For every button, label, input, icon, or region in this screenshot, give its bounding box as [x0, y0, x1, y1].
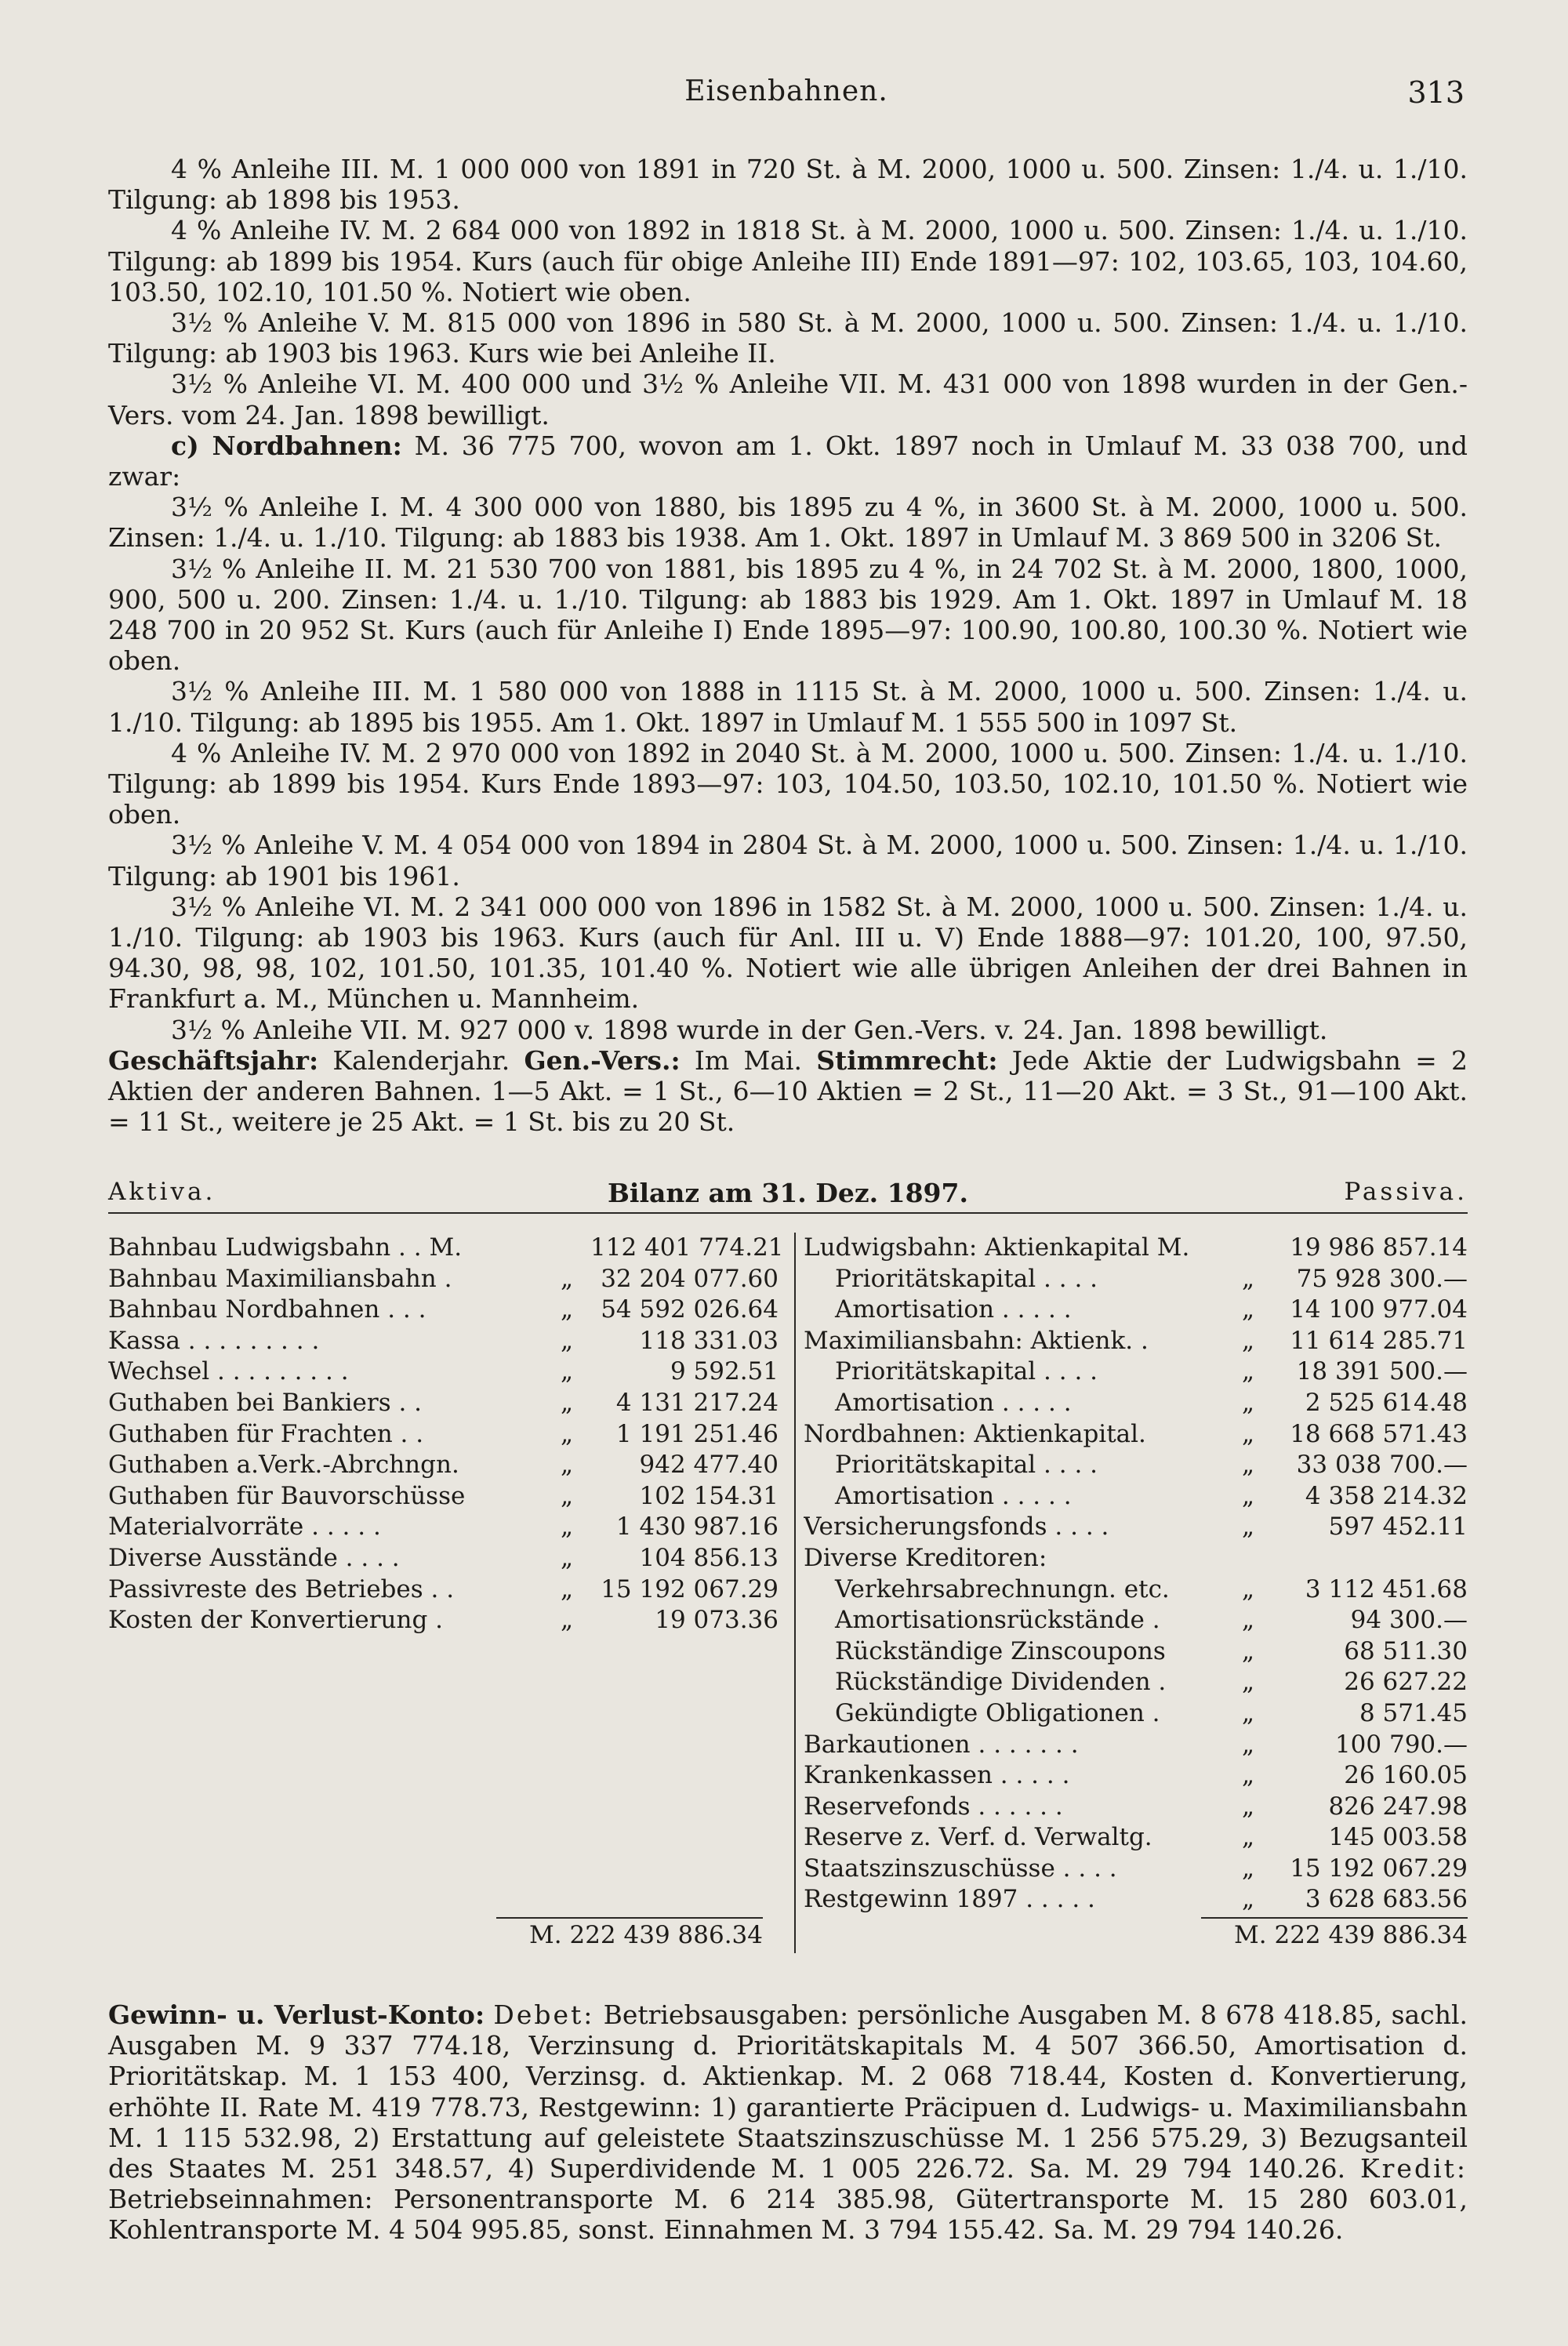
passiva-row-amount: 597 452.11 — [1328, 1513, 1468, 1542]
paragraph-anleihe-vi-vii: 3½ % Anleihe VI. M. 400 000 und 3½ % Anleihe VII. M. 431 000 von 1898 wurden in der Gen.-Vers. vom 24. Jan. 1898 bewilligt. — [108, 369, 1468, 430]
aktiva-row-ditto: „ — [560, 1295, 574, 1324]
passiva-row-amount: 18 391 500.— — [1296, 1357, 1468, 1386]
passiva-row-amount: 15 192 067.29 — [1290, 1854, 1468, 1883]
passiva-rows — [804, 1233, 1468, 1916]
passiva-row-ditto: „ — [1241, 1574, 1255, 1603]
passiva-row — [804, 1667, 1468, 1698]
passiva-row — [804, 1419, 1468, 1451]
passiva-row-amount: 14 100 977.04 — [1290, 1295, 1468, 1324]
passiva-row — [804, 1730, 1468, 1761]
passiva-row — [804, 1854, 1468, 1885]
balance-sheet — [108, 1178, 1468, 1953]
passiva-row-amount: 18 668 571.43 — [1290, 1419, 1468, 1448]
passiva-row-amount — [1272, 1543, 1468, 1574]
nordbahnen-heading: c) Nordbahnen: — [171, 430, 402, 461]
passiva-row-amount: 33 038 700.— — [1296, 1451, 1468, 1480]
passiva-row — [804, 1233, 1468, 1264]
passiva-row — [804, 1698, 1468, 1730]
aktiva-row-amount: 112 401 774.21 — [590, 1233, 784, 1262]
passiva-row — [804, 1636, 1468, 1668]
running-title: Eisenbahnen. — [684, 75, 888, 107]
passiva-row-amount: 3 628 683.56 — [1305, 1885, 1468, 1914]
passiva-row — [804, 1605, 1468, 1636]
aktiva-row-amount: 54 592 026.64 — [601, 1295, 779, 1324]
aktiva-rows — [108, 1233, 784, 1636]
passiva-row-amount: 26 627.22 — [1344, 1668, 1468, 1697]
passiva-row-label: Prioritätskapital . . . . — [835, 1357, 1098, 1386]
aktiva-row-label: Guthaben a.Verk.-Abrchngn. — [108, 1451, 459, 1480]
paragraph-nordbahn-anleihe-vi: 3½ % Anleihe VI. M. 2 341 000 000 von 1896 in 1582 St. à M. 2000, 1000 u. 500. Zinsen: 1./4. u. 1./10. Tilgung: ab 1903 bis 1963. Kurs (auch für Anl. III u. V) Ende 1888—97: 101.20, 100, 97.50, 94.30, 98, 98, 102, 101.50, 101.35, 101.40 %. Notiert wie alle übrigen Anleihen der drei Bahnen in Frankfurt a. M., München u. Mannheim. — [108, 891, 1468, 1015]
paragraph-anleihe-iv: 4 % Anleihe IV. M. 2 684 000 von 1892 in 1818 St. à M. 2000, 1000 u. 500. Zinsen: 1./4. u. 1./10. Tilgung: ab 1899 bis 1954. Kurs (auch für obige Anleihe III) Ende 1891—97: 102, 103.65, 103, 104.60, 103.50, 102.10, 101.50 %. Notiert wie oben. — [108, 215, 1468, 307]
aktiva-row-amount: 1 430 987.16 — [615, 1513, 779, 1542]
passiva-row-ditto: „ — [1241, 1606, 1255, 1635]
passiva-row-amount: 826 247.98 — [1328, 1792, 1468, 1821]
passiva-row — [804, 1326, 1468, 1357]
aktiva-row-ditto: „ — [560, 1543, 574, 1572]
passiva-row — [804, 1543, 1468, 1574]
passiva-row-ditto — [1225, 1233, 1272, 1264]
aktiva-row — [108, 1233, 784, 1264]
passiva-row-label: Barkautionen . . . . . . . — [804, 1730, 1079, 1759]
bond-issues-section — [108, 154, 1468, 1138]
passiva-row-amount: 68 511.30 — [1344, 1636, 1468, 1665]
passiva-row-label: Amortisation . . . . . — [835, 1388, 1072, 1417]
aktiva-row-label: Guthaben für Frachten . . — [108, 1419, 424, 1448]
passiva-row-label: Gekündigte Obligationen . — [835, 1698, 1160, 1727]
passiva-row-ditto: „ — [1241, 1451, 1255, 1480]
aktiva-row — [108, 1512, 779, 1543]
passiva-row-ditto: „ — [1241, 1668, 1255, 1697]
passiva-row-ditto: „ — [1241, 1636, 1255, 1665]
aktiva-row-ditto: „ — [560, 1513, 574, 1542]
passiva-row — [804, 1481, 1468, 1513]
aktiva-row — [108, 1419, 779, 1451]
paragraph-anleihe-iii: 4 % Anleihe III. M. 1 000 000 von 1891 in 720 St. à M. 2000, 1000 u. 500. Zinsen: 1./4. u. 1./10. Tilgung: ab 1898 bis 1953. — [108, 154, 1468, 216]
passiva-row-ditto: „ — [1241, 1885, 1255, 1914]
aktiva-row-label: Guthaben bei Bankiers . . — [108, 1388, 423, 1417]
passiva-row-ditto: „ — [1241, 1326, 1255, 1355]
passiva-column — [796, 1233, 1468, 1953]
guv-heading: Gewinn- u. Verlust-Konto: — [108, 1999, 485, 2030]
aktiva-row-amount: 102 154.31 — [639, 1481, 779, 1510]
aktiva-row-ditto: „ — [560, 1357, 574, 1386]
paragraph-nordbahn-anleihe-iv: 4 % Anleihe IV. M. 2 970 000 von 1892 in 2040 St. à M. 2000, 1000 u. 500. Zinsen: 1./4. u. 1./10. Tilgung: ab 1899 bis 1954. Kurs Ende 1893—97: 103, 104.50, 103.50, 102.10, 101.50 %. Notiert wie oben. — [108, 737, 1468, 830]
passiva-row-amount: 3 112 451.68 — [1305, 1574, 1468, 1603]
passiva-row-label: Reserve z. Verf. d. Verwaltg. — [804, 1823, 1152, 1852]
passiva-row-ditto: „ — [1241, 1698, 1255, 1727]
paragraph-anleihe-v: 3½ % Anleihe V. M. 815 000 von 1896 in 580 St. à M. 2000, 1000 u. 500. Zinsen: 1./4. u. 1./10. Tilgung: ab 1903 bis 1963. Kurs wie bei Anleihe II. — [108, 307, 1468, 369]
passiva-row-label: Staatszinszuschüsse . . . . — [804, 1854, 1117, 1883]
passiva-row-ditto: „ — [1241, 1730, 1255, 1759]
aktiva-row — [108, 1326, 779, 1357]
passiva-row-label: Krankenkassen . . . . . — [804, 1761, 1070, 1790]
paragraph-nordbahn-anleihe-iii: 3½ % Anleihe III. M. 1 580 000 von 1888 in 1115 St. à M. 2000, 1000 u. 500. Zinsen: 1./4. u. 1./10. Tilgung: ab 1895 bis 1955. Am 1. Okt. 1897 in Umlauf M. 1 555 500 in 1097 St. — [108, 676, 1468, 738]
geschaeftsjahr-label: Geschäftsjahr: — [108, 1044, 319, 1076]
aktiva-row-amount: 4 131 217.24 — [615, 1388, 779, 1417]
paragraph-nordbahn-anleihe-v: 3½ % Anleihe V. M. 4 054 000 von 1894 in 2804 St. à M. 2000, 1000 u. 500. Zinsen: 1./4. u. 1./10. Tilgung: ab 1901 bis 1961. — [108, 830, 1468, 892]
aktiva-row-amount: 118 331.03 — [639, 1326, 779, 1355]
aktiva-row-label: Kosten der Konvertierung . — [108, 1606, 444, 1635]
passiva-row-label: Prioritätskapital . . . . — [835, 1264, 1098, 1293]
passiva-row-amount: 19 986 857.14 — [1290, 1233, 1468, 1262]
aktiva-row-label: Bahnbau Maximiliansbahn . — [108, 1264, 452, 1293]
passiva-row-amount: 100 790.— — [1334, 1730, 1468, 1759]
passiva-row — [804, 1574, 1468, 1606]
passiva-row-label: Amortisation . . . . . — [835, 1295, 1072, 1324]
balance-header — [108, 1178, 1468, 1212]
passiva-row — [804, 1388, 1468, 1419]
passiva-row-amount: 2 525 614.48 — [1305, 1388, 1468, 1417]
aktiva-row-label: Diverse Ausstände . . . . — [108, 1543, 400, 1572]
aktiva-row — [108, 1356, 779, 1388]
aktiva-row-amount: 19 073.36 — [655, 1606, 779, 1635]
passiva-row — [804, 1884, 1468, 1916]
aktiva-column — [108, 1233, 796, 1953]
aktiva-row — [108, 1388, 779, 1419]
passiva-row-amount: 11 614 285.71 — [1290, 1326, 1468, 1355]
passiva-row-label: Verkehrsabrechnungn. etc. — [835, 1574, 1170, 1603]
passiva-row-ditto: „ — [1241, 1481, 1255, 1510]
debet-label: Debet: — [493, 1999, 595, 2030]
aktiva-row-ditto: „ — [560, 1481, 574, 1510]
passiva-row-ditto: „ — [1241, 1419, 1255, 1448]
aktiva-row-ditto — [543, 1233, 590, 1264]
passiva-row-label: Maximiliansbahn: Aktienk. . — [804, 1326, 1149, 1355]
aktiva-row — [108, 1295, 779, 1326]
passiva-row-ditto: „ — [1241, 1357, 1255, 1386]
paragraph-geschaeftsjahr: Geschäftsjahr: Kalenderjahr. Gen.-Vers.: Im Mai. Stimmrecht: Jede Aktie der Ludwigsbahn = 2 Aktien der anderen Bahnen. 1—5 Akt. = 1 St., 6—10 Aktien = 2 St., 11—20 Akt. = 3 St., 91—100 Akt. = 11 St., weitere je 25 Akt. = 1 St. bis zu 20 St. — [108, 1044, 1468, 1138]
aktiva-row-ditto: „ — [560, 1388, 574, 1417]
aktiva-row-amount: 15 192 067.29 — [601, 1574, 779, 1603]
gen-vers-label: Gen.-Vers.: — [524, 1044, 681, 1076]
aktiva-row-ditto: „ — [560, 1264, 574, 1293]
passiva-row-amount: 145 003.58 — [1328, 1823, 1468, 1852]
aktiva-row-label: Guthaben für Bauvorschüsse — [108, 1481, 466, 1510]
aktiva-row — [108, 1264, 779, 1295]
aktiva-row-amount: 32 204 077.60 — [601, 1264, 779, 1293]
passiva-row-label: Ludwigsbahn: Aktienkapital M. — [804, 1233, 1190, 1262]
passiva-row — [804, 1792, 1468, 1823]
paragraph-nordbahn-anleihe-ii: 3½ % Anleihe II. M. 21 530 700 von 1881, bis 1895 zu 4 %, in 24 702 St. à M. 2000, 1800, 1000, 900, 500 u. 200. Zinsen: 1./4. u. 1./10. Tilgung: ab 1883 bis 1929. Am 1. Okt. 1897 in Umlauf M. 18 248 700 in 20 952 St. Kurs (auch für Anleihe I) Ende 1895—97: 100.90, 100.80, 100.30 %. Notiert wie oben. — [108, 553, 1468, 677]
passiva-row-label: Rückständige Zinscoupons — [835, 1636, 1166, 1665]
paragraph-nordbahnen: c) Nordbahnen: M. 36 775 700, wovon am 1. Okt. 1897 noch in Umlauf M. 33 038 700, und zwar: — [108, 430, 1468, 492]
guv-paragraph: Gewinn- u. Verlust-Konto: Debet: Betriebsausgaben: persönliche Ausgaben M. 8 678 418.85, sachl. Ausgaben M. 9 337 774.18, Verzinsung d. Prioritätskapitals M. 4 507 366.50, Amortisation d. Prioritätskap. M. 1 153 400, Verzinsg. d. Aktienkap. M. 2 068 718.44, Kosten d. Konvertierung, erhöhte II. Rate M. 419 778.73, Restgewinn: 1) garantierte Präcipuen d. Ludwigs- u. Maximiliansbahn M. 1 115 532.98, 2) Erstattung auf geleistete Staatszinszuschüsse M. 1 256 575.29, 3) Bezugsanteil des Staates M. 251 348.57, 4) Superdividende M. 1 005 226.72. Sa. M. 29 794 140.26. Kredit: Betriebseinnahmen: Personentransporte M. 6 214 385.98, Gütertransporte M. 15 280 603.01, Kohlentransporte M. 4 504 995.85, sonst. Einnahmen M. 3 794 155.42. Sa. M. 29 794 140.26. — [108, 1999, 1468, 2246]
passiva-row-ditto: „ — [1241, 1792, 1255, 1821]
stimmrecht-label: Stimmrecht: — [816, 1044, 998, 1076]
passiva-row-ditto — [1225, 1543, 1272, 1574]
aktiva-heading: Aktiva. — [108, 1178, 216, 1206]
passiva-row-label: Amortisationsrückstände . — [835, 1606, 1160, 1635]
passiva-heading: Passiva. — [1344, 1178, 1468, 1206]
aktiva-total: M. 222 439 886.34 — [496, 1917, 763, 1952]
aktiva-row — [108, 1574, 779, 1606]
aktiva-row-ditto: „ — [560, 1419, 574, 1448]
passiva-row-label: Rückständige Dividenden . — [835, 1668, 1167, 1697]
aktiva-row-ditto: „ — [560, 1326, 574, 1355]
passiva-row — [804, 1450, 1468, 1481]
profit-loss-account — [108, 1999, 1468, 2246]
aktiva-row-ditto: „ — [560, 1451, 574, 1480]
passiva-row-label: Diverse Kreditoren: — [804, 1543, 1047, 1572]
passiva-row-label: Amortisation . . . . . — [835, 1481, 1072, 1510]
aktiva-row — [108, 1543, 779, 1574]
aktiva-row-label: Passivreste des Betriebes . . — [108, 1574, 455, 1603]
passiva-row-ditto: „ — [1241, 1264, 1255, 1293]
aktiva-row-ditto: „ — [560, 1606, 574, 1635]
aktiva-row — [108, 1605, 779, 1636]
aktiva-row — [108, 1481, 779, 1513]
aktiva-row-amount: 942 477.40 — [639, 1451, 779, 1480]
balance-title: Bilanz am 31. Dez. 1897. — [608, 1178, 968, 1208]
passiva-row — [804, 1760, 1468, 1792]
aktiva-row-label: Materialvorräte . . . . . — [108, 1513, 381, 1542]
paragraph-nordbahn-anleihe-i: 3½ % Anleihe I. M. 4 300 000 von 1880, bis 1895 zu 4 %, in 3600 St. à M. 2000, 1000 u. 500. Zinsen: 1./4. u. 1./10. Tilgung: ab 1883 bis 1938. Am 1. Okt. 1897 in Umlauf M. 3 869 500 in 3206 St. — [108, 492, 1468, 554]
paragraph-nordbahn-anleihe-vii: 3½ % Anleihe VII. M. 927 000 v. 1898 wurde in der Gen.-Vers. v. 24. Jan. 1898 bewilligt. — [171, 1014, 1328, 1045]
passiva-row-label: Nordbahnen: Aktienkapital. — [804, 1419, 1146, 1448]
kredit-label: Kredit: — [1359, 2153, 1468, 2184]
passiva-total-row — [804, 1917, 1468, 1953]
passiva-total: M. 222 439 886.34 — [1201, 1917, 1468, 1952]
aktiva-row-amount: 1 191 251.46 — [615, 1419, 779, 1448]
aktiva-row-label: Bahnbau Ludwigsbahn . . M. — [108, 1233, 463, 1262]
passiva-row-ditto: „ — [1241, 1513, 1255, 1542]
passiva-row-amount: 26 160.05 — [1344, 1761, 1468, 1790]
aktiva-row-label: Wechsel . . . . . . . . . — [108, 1357, 349, 1386]
balance-columns — [108, 1214, 1468, 1953]
page-number: 313 — [1407, 75, 1465, 110]
passiva-row — [804, 1295, 1468, 1326]
passiva-row-label: Reservefonds . . . . . . — [804, 1792, 1063, 1821]
aktiva-total-row — [108, 1917, 779, 1953]
passiva-row-amount: 94 300.— — [1350, 1606, 1468, 1635]
aktiva-row-label: Bahnbau Nordbahnen . . . — [108, 1295, 426, 1324]
passiva-row-ditto: „ — [1241, 1295, 1255, 1324]
passiva-row — [804, 1264, 1468, 1295]
passiva-row-label: Prioritätskapital . . . . — [835, 1451, 1098, 1480]
passiva-row-label: Versicherungsfonds . . . . — [804, 1513, 1109, 1542]
passiva-row — [804, 1822, 1468, 1854]
passiva-row-amount: 75 928 300.— — [1296, 1264, 1468, 1293]
passiva-row-label: Restgewinn 1897 . . . . . — [804, 1885, 1095, 1914]
passiva-row — [804, 1356, 1468, 1388]
aktiva-row-amount: 104 856.13 — [639, 1543, 779, 1572]
passiva-row-amount: 4 358 214.32 — [1305, 1481, 1468, 1510]
passiva-row-ditto: „ — [1241, 1854, 1255, 1883]
passiva-row-ditto: „ — [1241, 1761, 1255, 1790]
aktiva-row-ditto: „ — [560, 1574, 574, 1603]
passiva-row-amount: 8 571.45 — [1359, 1698, 1468, 1727]
aktiva-row-amount: 9 592.51 — [670, 1357, 779, 1386]
page-header — [108, 75, 1465, 122]
passiva-row — [804, 1512, 1468, 1543]
aktiva-row-label: Kassa . . . . . . . . . — [108, 1326, 320, 1355]
passiva-row-ditto: „ — [1241, 1823, 1255, 1852]
aktiva-row — [108, 1450, 779, 1481]
passiva-row-ditto: „ — [1241, 1388, 1255, 1417]
